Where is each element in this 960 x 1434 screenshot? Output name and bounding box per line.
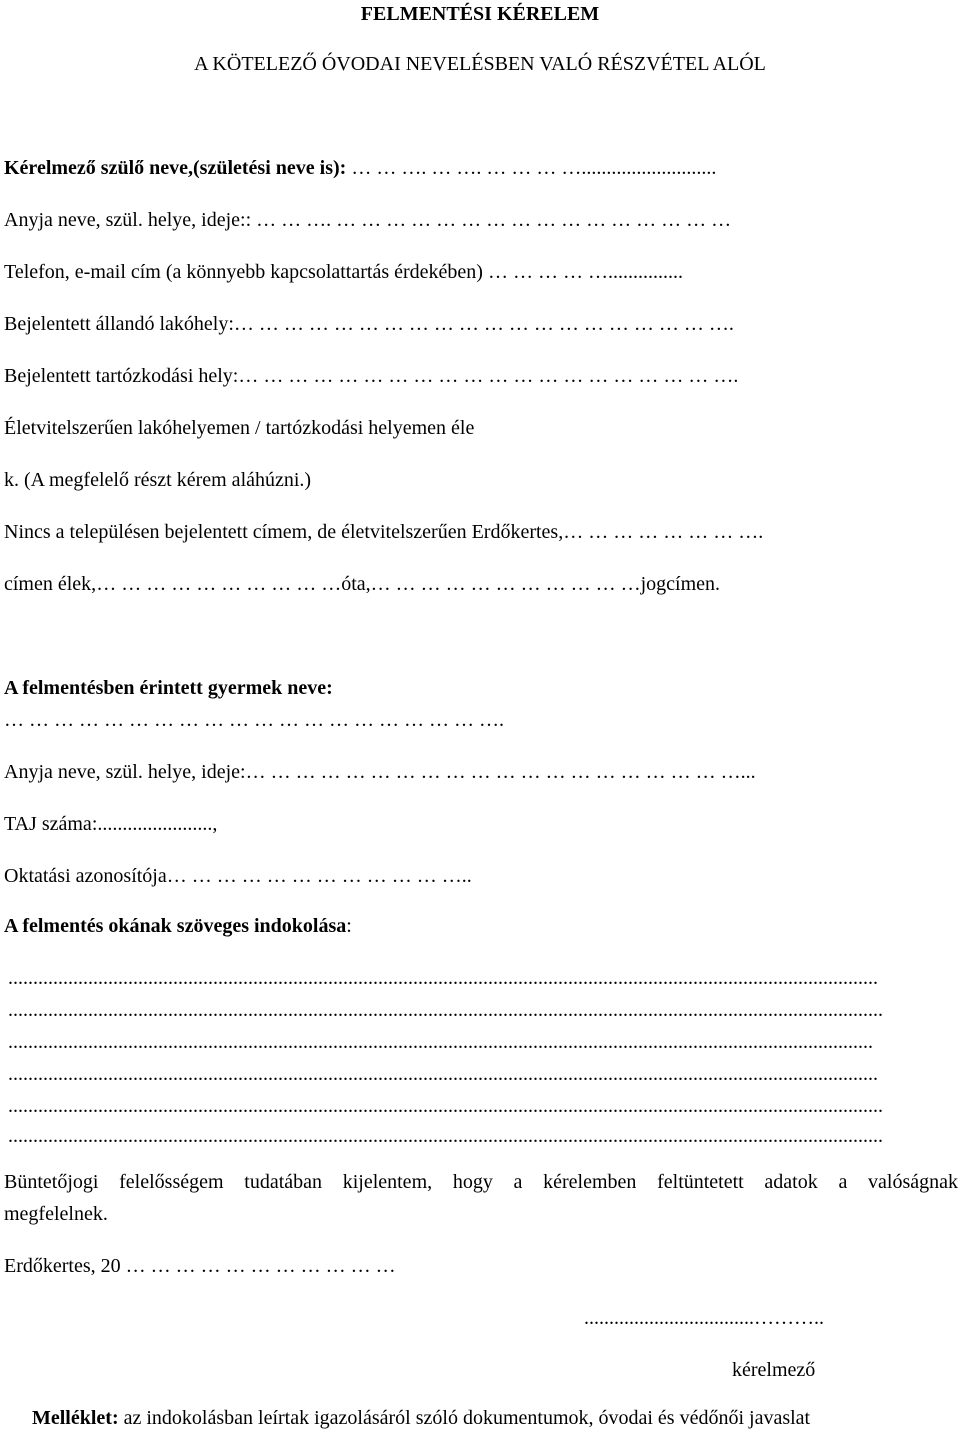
parent-name-field[interactable]: … … …. … …. … … … …........................... (346, 157, 717, 179)
reason-line-5[interactable]: ............................................................................................................................................................................... (8, 1095, 883, 1117)
temporary-address-field[interactable]: … … … … … … … … … … … … … … … … … … … …. (238, 365, 739, 387)
parent-phone-row (4, 260, 683, 284)
no-address-field[interactable]: … … … … … … … …. (563, 521, 764, 543)
edu-id-row (4, 864, 472, 888)
parent-phone-field[interactable]: … … … … …............... (482, 261, 683, 283)
place-date-field[interactable]: Erdőkertes, 20 … … … … … … … … … … … (4, 1255, 396, 1277)
annex-text: az indokolásban leírtak igazolásáról szóló dokumentumok, óvodai és védőnői javaslat (118, 1407, 811, 1429)
signature-line[interactable]: ..................................……….. (584, 1307, 824, 1329)
child-mother-field[interactable]: … … … … … … … … … … … … … … … … … … … …... (245, 761, 756, 783)
reason-line-1[interactable]: .............................................................................................................................................................................. (8, 967, 878, 989)
reason-heading: A felmentés okának szöveges indokolása (4, 915, 347, 937)
residence-line-1: Életvitelszerűen lakóhelyemen / tartózkodási helyemen éle (4, 417, 475, 439)
parent-mother-field[interactable]: … … …. … … … … … … … … … … … … … … … … (251, 209, 732, 231)
document-subtitle: A KÖTELEZŐ ÓVODAI NEVELÉSBEN VALÓ RÉSZVÉTEL ALÓL (194, 53, 766, 75)
address-suffix: jogcímen. (640, 573, 721, 595)
parent-name-label: Kérelmező szülő neve,(születési neve is): (4, 157, 347, 179)
permanent-address-label: Bejelentett állandó lakóhely: (4, 313, 234, 335)
child-mother-row (4, 760, 756, 784)
address-field-2[interactable]: … … … … … … … … … … … (370, 573, 641, 595)
residence-line-2: k. (A megfelelő részt kérem aláhúzni.) (4, 469, 312, 491)
temporary-address-label: Bejelentett tartózkodási hely: (4, 365, 239, 387)
parent-mother-label: Anyja neve, szül. helye, ideje:: (4, 209, 252, 231)
child-name-field[interactable]: … … … … … … … … … … … … … … … … … … … …. (4, 709, 504, 731)
reason-line-6[interactable]: ............................................................................................................................................................................... (8, 1125, 883, 1147)
child-mother-label: Anyja neve, szül. helye, ideje: (4, 761, 246, 783)
annex-row (32, 1406, 810, 1430)
permanent-address-field[interactable]: … … … … … … … … … … … … … … … … … … … …. (233, 313, 734, 335)
parent-phone-label: Telefon, e-mail cím (a könnyebb kapcsolattartás érdekében) (4, 261, 483, 283)
no-address-row (4, 520, 763, 544)
temporary-address-row (4, 364, 738, 388)
permanent-address-row (4, 312, 734, 336)
reason-line-4[interactable]: .............................................................................................................................................................................. (8, 1063, 878, 1085)
reason-line-2[interactable]: ............................................................................................................................................................................... (8, 999, 883, 1021)
edu-id-field[interactable]: … … … … … … … … … … … ….. (166, 865, 472, 887)
edu-id-label: Oktatási azonosítója (4, 865, 167, 887)
parent-mother-row (4, 208, 731, 232)
document-title: FELMENTÉSI KÉRELEM (360, 3, 600, 25)
reason-colon: : (346, 915, 352, 937)
address-prefix: címen élek, (4, 573, 97, 595)
address-field-1[interactable]: … … … … … … … … … … (96, 573, 342, 595)
declaration-line-2: megfelelnek. (4, 1203, 108, 1225)
signature-label: kérelmező (732, 1359, 816, 1381)
address-since-row (4, 572, 720, 596)
no-address-label: Nincs a településen bejelentett címem, de életvitelszerűen Erdőkertes, (4, 521, 564, 543)
declaration-line-1: Büntetőjogi felelősségem tudatában kijelentem, hogy a kérelemben feltüntetett adatok a valóságnak (4, 1171, 958, 1193)
address-since-label: óta, (341, 573, 371, 595)
taj-field[interactable]: TAJ száma:......................., (4, 813, 218, 835)
reason-heading-row (4, 914, 352, 938)
reason-line-3[interactable]: ............................................................................................................................................................................. (8, 1031, 873, 1053)
child-heading: A felmentésben érintett gyermek neve: (4, 677, 333, 699)
parent-name-row (4, 156, 716, 180)
annex-label: Melléklet: (32, 1407, 119, 1429)
